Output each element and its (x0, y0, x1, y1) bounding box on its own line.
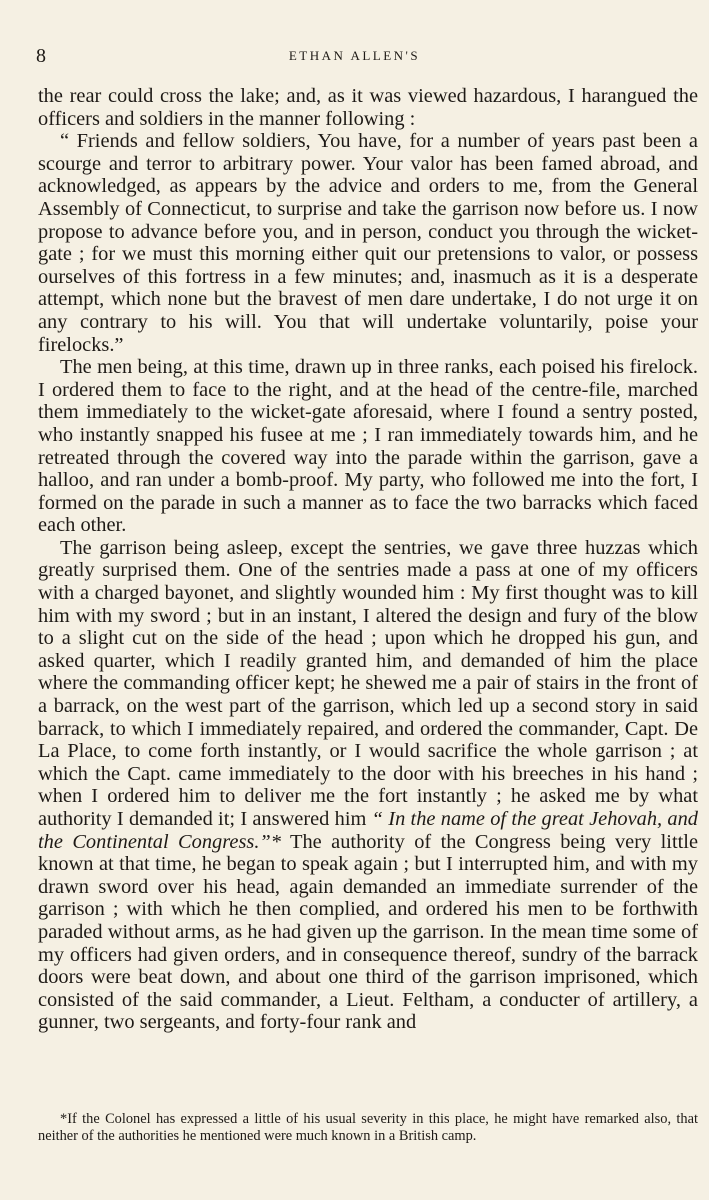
page-number: 8 (36, 45, 46, 67)
italic-quote: “ In the name of the great Jehovah, and the Continental Congress.”* (38, 808, 698, 853)
footnote-text: *If the Colonel has expressed a little of his usual severity in this place, he might have remarked also, that neither of the authorities he mentioned were much known in a British camp. (38, 1111, 698, 1144)
paragraph-3: The men being, at this time, drawn up in three ranks, each poised his firelock. I ordered them to face to the right, and at the head of the centre-file, marched them immediately to the wicket-gate aforesaid, where I found a sentry posted, who instantly snapped his fusee at me ; I ran immediately towards him, and he retreated through the covered way into the parade within the garrison, gave a halloo, and ran under a bomb-proof. My party, who followed me into the fort, I formed on the parade in such a manner as to face the two barracks which faced each other. (38, 356, 698, 537)
page-header (0, 44, 709, 68)
paragraph-1: the rear could cross the lake; and, as it was viewed hazardous, I harangued the officers and soldiers in the manner following : (38, 85, 698, 130)
paragraph-4 (38, 537, 698, 1034)
paragraph-4-end: The authority of the Congress being very little known at that time, he began to speak again ; but I interrupted him, and with my drawn sword over his head, again demanded an immediate surrender of the garrison ; with which he then complied, and ordered his men to be forthwith paraded without arms, as he had given up the garrison. In the mean time some of my officers had given orders, and in consequence thereof, sundry of the barrack doors were beat down, and about one third of the garrison imprisoned, which consisted of the said commander, a Lieut. Feltham, a conducter of artillery, a gunner, two sergeants, and forty-four rank and (38, 830, 698, 1034)
running-head: ETHAN ALLEN'S (288, 48, 421, 63)
body-text (38, 85, 698, 1034)
paragraph-2-speech: “ Friends and fellow soldiers, You have, for a number of years past been a scourge and terror to arbitrary power. Your valor has been famed abroad, and acknowledged, as appears by the advice and orders to me, from the General Assembly of Connecticut, to surprise and take the garrison now before us. I now propose to advance before you, and in person, conduct you through the wicket-gate ; for we must this morning either quit our pretensions to valor, or possess ourselves of this fortress in a few minutes; and, inasmuch as it is a desperate attempt, which none but the bravest of men dare undertake, I do not urge it on any contrary to his will. You that will undertake voluntarily, poise your firelocks.” (38, 130, 698, 356)
footnote (38, 1111, 698, 1145)
paragraph-4-start: The garrison being asleep, except the sentries, we gave three huzzas which greatly surprised them. One of the sentries made a pass at one of my officers with a charged bayonet, and slightly wounded him : My first thought was to kill him with my sword ; but in an instant, I altered the design and fury of the blow to a slight cut on the side of the head ; upon which he dropped his gun, and asked quarter, which I readily granted him, and demanded of him the place where the commanding officer kept; he shewed me a pair of stairs in the front of a barrack, on the west part of the garrison, which led up a second story in said barrack, to which I immediately repaired, and ordered the commander, Capt. De La Place, to come forth instantly, or I would sacrifice the whole garrison ; at which the Capt. came immediately to the door with his breeches in his hand ; when I ordered him to deliver me the fort instantly ; he asked me by what authority I demanded it; I answered him (38, 536, 698, 830)
